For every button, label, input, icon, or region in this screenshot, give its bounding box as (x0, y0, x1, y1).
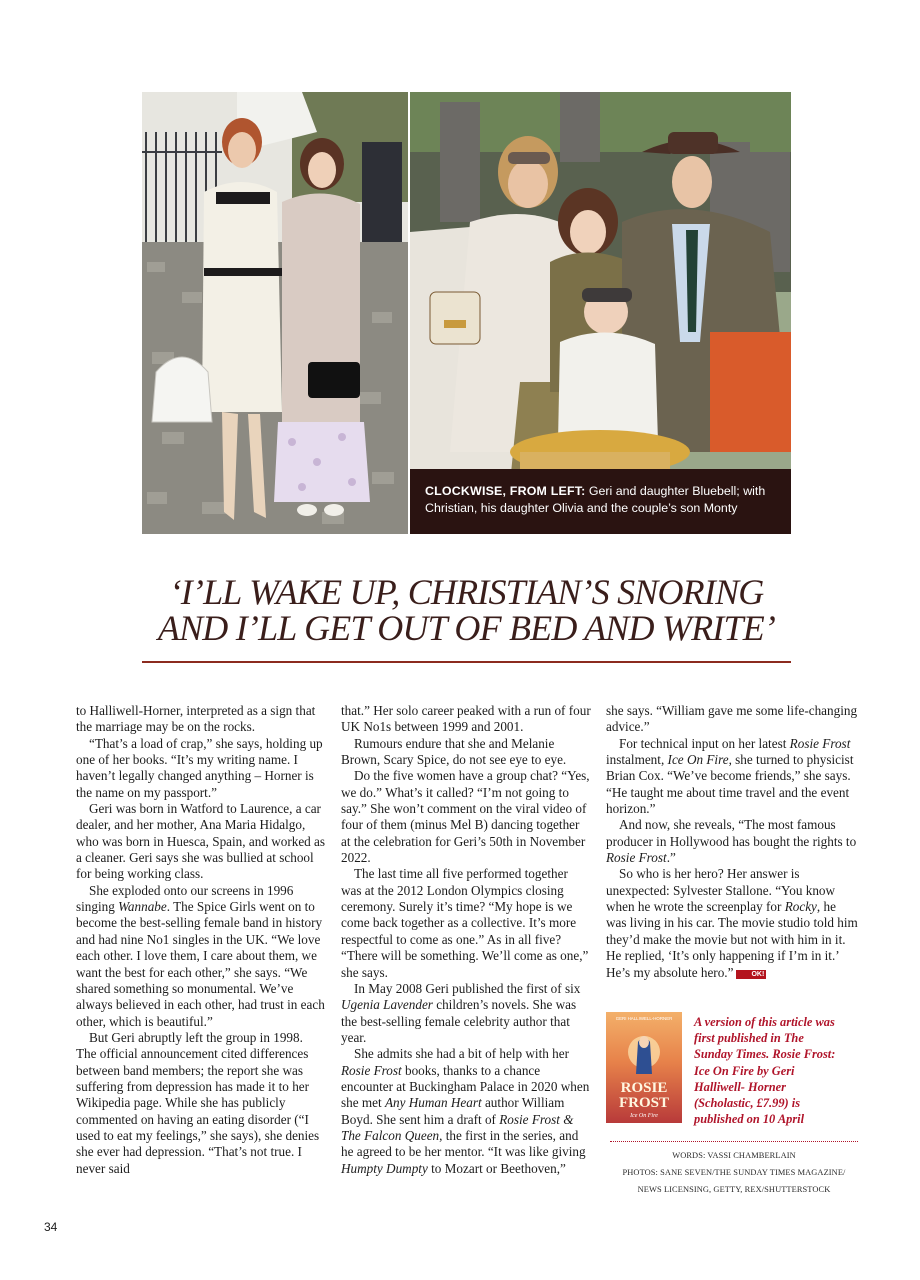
text-run: .” (666, 850, 676, 866)
paragraph (606, 736, 858, 818)
caption-text: Geri and daughter Bluebell; with Christian, his daughter Olivia and the couple’s son Monty (425, 484, 766, 515)
text-run: , he was living in his car. The movie studio told him they’d make the movie but not with him in it. He replied, ‘It’s only happening if I’m in it.’ He’s my absolute hero.” (606, 899, 858, 980)
paragraph (341, 1046, 591, 1177)
caption-lead: CLOCKWISE, FROM LEFT: (425, 484, 586, 498)
photo-family-group (410, 92, 791, 534)
paragraph (76, 883, 326, 1030)
paragraph (606, 866, 858, 980)
body-column-1 (76, 703, 326, 1177)
text-run: children’s novels. She was the best-selling female celebrity author that year. (341, 997, 577, 1045)
text-run: In May 2008 Geri published the first of six (354, 980, 581, 996)
book-cover-title-2: FROST (618, 1095, 670, 1111)
text-run: author William Boyd. She sent him a draft of (341, 1095, 565, 1127)
paragraph: that.” Her solo career peaked with a run of four UK No1s between 1999 and 2001. (341, 703, 591, 735)
credits-photos-1: PHOTOS: SANE SEVEN/THE SUNDAY TIMES MAGAZINE/ (622, 1167, 846, 1177)
credits-photos-2: NEWS LICENSING, GETTY, REX/SHUTTERSTOCK (637, 1184, 831, 1194)
book-cover-author: GERI HALLIWELL-HORNER (615, 1016, 673, 1021)
italic-title: Rosie Frost & The Falcon Queen (341, 1111, 574, 1143)
text-run: She admits she had a bit of help with her (354, 1046, 569, 1062)
body-column-2 (341, 703, 591, 1177)
paragraph: to Halliwell-Horner, interpreted as a sign that the marriage may be on the rocks. (76, 703, 316, 735)
book-cover-title-1: ROSIE (620, 1080, 668, 1096)
text-run: , she turned to physicist Brian Cox. “We’ve become friends,” she says. “He taught me about time travel and the event horizon.” (606, 752, 854, 817)
italic-title: Wannabe (118, 899, 167, 915)
paragraph: The last time all five performed together was at the 2012 London Olympics closing ceremony. Surely it’s time? “My hope is we come back together as a collective. It’s more respectful to come as one.” As in all five? “There will be something. We’ll come as one,” she says. (341, 866, 589, 980)
ok-end-mark-logo: OK! (736, 970, 766, 979)
italic-title: Ice On Fire (667, 752, 729, 768)
page-number: 34 (44, 1220, 58, 1234)
paragraph (341, 981, 591, 1046)
text-run: She exploded onto our screens in 1996 singing (76, 882, 294, 915)
pull-quote-line-2: AND I’LL GET OUT OF BED AND WRITE’ (157, 608, 776, 648)
italic-title: Rosie Frost (789, 735, 851, 751)
text-run: So who is her hero? Her answer is unexpected: Sylvester Stallone. “You know when he wrote the screenplay for (606, 866, 836, 915)
italic-title: Rocky (784, 899, 817, 915)
photo-caption (410, 469, 791, 534)
italic-title: Rosie Frost (341, 1062, 402, 1078)
book-cover-subtitle: Ice On Fire (630, 1113, 658, 1119)
pull-quote (142, 574, 791, 646)
text-run: And now, she reveals, “The most famous producer in Hollywood has bought the rights to (606, 817, 857, 849)
pull-quote-line-1: ‘I’LL WAKE UP, CHRISTIAN’S SNORING (169, 572, 764, 612)
paragraph: she says. “William gave me some life-changing advice.” (606, 703, 858, 735)
pull-quote-divider (142, 661, 791, 663)
text-run: For technical input on her latest (619, 735, 790, 751)
italic-title: Ugenia Lavender (341, 997, 433, 1013)
credits-words: WORDS: VASSI CHAMBERLAIN (672, 1151, 796, 1160)
paragraph: Rumours endure that she and Melanie Brown, Scary Spice, do not see eye to eye. (341, 735, 567, 768)
italic-title: Humpty Dumpty (341, 1160, 428, 1176)
paragraph: Do the five women have a group chat? “Yes, we do.” What’s it called? “I’m not going to say.” She won’t comment on the viral video of four of them (minus Mel B) dancing together at the celebration for Geri’s 50th in November 2022. (341, 768, 590, 866)
text-run: , the first in the series, and he agreed to be her mentor. “It was like giving (341, 1127, 586, 1160)
italic-title: Rosie Frost (606, 850, 667, 866)
credits (604, 1148, 864, 1198)
paragraph (606, 817, 858, 866)
text-run: instalment, (606, 752, 668, 768)
text-run: to Mozart or Beethoven,” (427, 1160, 566, 1176)
text-run: books, thanks to a chance encounter at Buckingham Palace in 2020 when she met (341, 1062, 590, 1111)
book-note: A version of this article was first published in The Sunday Times. Rosie Frost: Ice On Fire by Geri Halliwell- Horner (Scholastic, £7.99) is published on 10 April (694, 1015, 836, 1127)
paragraph: But Geri abruptly left the group in 1998. The official announcement cited differences between band members; the report she was suffering from depression has made it to her Wikipedia page. While she has publicly commented on having an eating disorder (“I used to eat my feelings,” she says), she denies she ever had depression. “That’s not true. I never said (76, 1029, 320, 1176)
body-column-3 (606, 703, 858, 981)
italic-title: Any Human Heart (384, 1095, 482, 1111)
text-run: . The Spice Girls went on to become the best-selling female band in history and had nine No1 singles in the UK. “We love each other. I love them, I care about them, we want the best for each other,” she says. “We shared something so monumental. We’ve always believed in each other, had trust in each other, which is beautiful.” (76, 899, 325, 1029)
paragraph: “That’s a load of crap,” she says, holding up one of her books. “It’s my writing name. I haven’t legally changed anything – Horner is the name on my passport.” (76, 735, 323, 800)
credits-divider (610, 1141, 858, 1142)
photo-geri-and-bluebell (142, 92, 408, 534)
book-cover-image (606, 1012, 682, 1123)
paragraph: Geri was born in Watford to Laurence, a car dealer, and her mother, Ana Maria Hidalgo, who was born in Huesca, Spain, and worked as a cleaner. Geri says she was bullied at school for being working class. (76, 801, 326, 882)
